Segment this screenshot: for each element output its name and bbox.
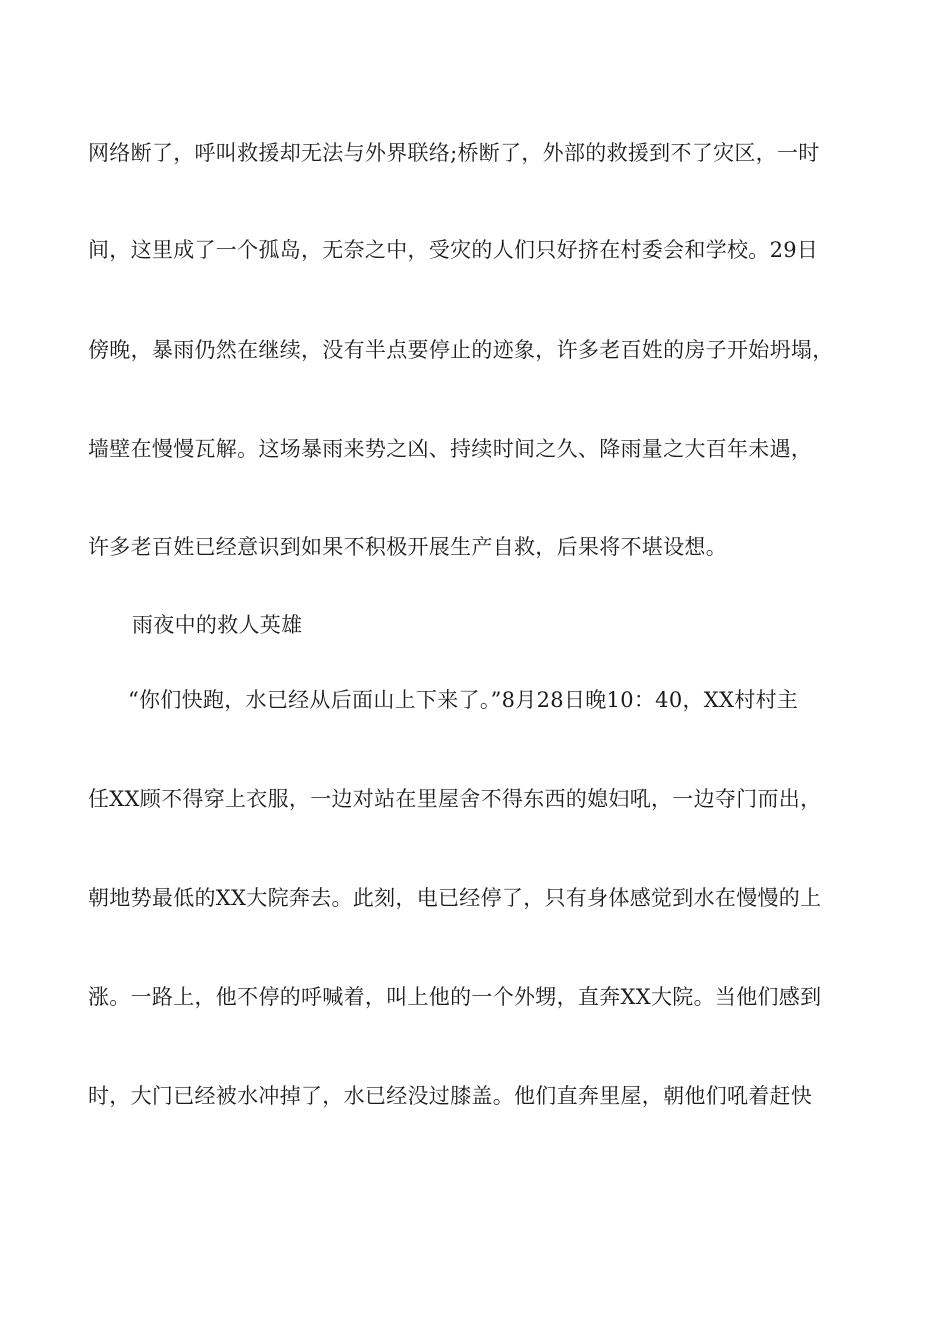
paragraph-2-line-2: 任XX顾不得穿上衣服，一边对站在里屋舍不得东西的媳妇吼，一边夺门而出，	[88, 787, 822, 811]
paragraph-1-line-4: 墙壁在慢慢瓦解。这场暴雨来势之凶、持续时间之久、降雨量之大百年未遇，	[88, 437, 813, 461]
paragraph-2-line-4: 涨。一路上，他不停的呼喊着，叫上他的一个外甥，直奔XX大院。当他们感到	[88, 985, 822, 1009]
paragraph-2-line-1: “你们快跑，水已经从后面山上下来了。”8月28日晚10：40，XX村村主	[128, 688, 799, 712]
paragraph-1-line-1: 网络断了，呼叫救援却无法与外界联络;桥断了，外部的救援到不了灾区，一时	[88, 141, 820, 165]
section-heading: 雨夜中的救人英雄	[132, 613, 303, 637]
paragraph-1-line-2: 间，这里成了一个孤岛，无奈之中，受灾的人们只好挤在村委会和学校。29日	[88, 238, 819, 262]
paragraph-2-line-3: 朝地势最低的XX大院奔去。此刻，电已经停了，只有身体感觉到水在慢慢的上	[88, 886, 822, 910]
paragraph-1-line-5: 许多老百姓已经意识到如果不积极开展生产自救，后果将不堪设想。	[88, 535, 727, 559]
paragraph-2-line-5: 时，大门已经被水冲掉了，水已经没过膝盖。他们直奔里屋，朝他们吼着赶快	[88, 1084, 813, 1108]
paragraph-1-line-3: 傍晚，暴雨仍然在继续，没有半点要停止的迹象，许多老百姓的房子开始坍塌，	[88, 338, 834, 362]
